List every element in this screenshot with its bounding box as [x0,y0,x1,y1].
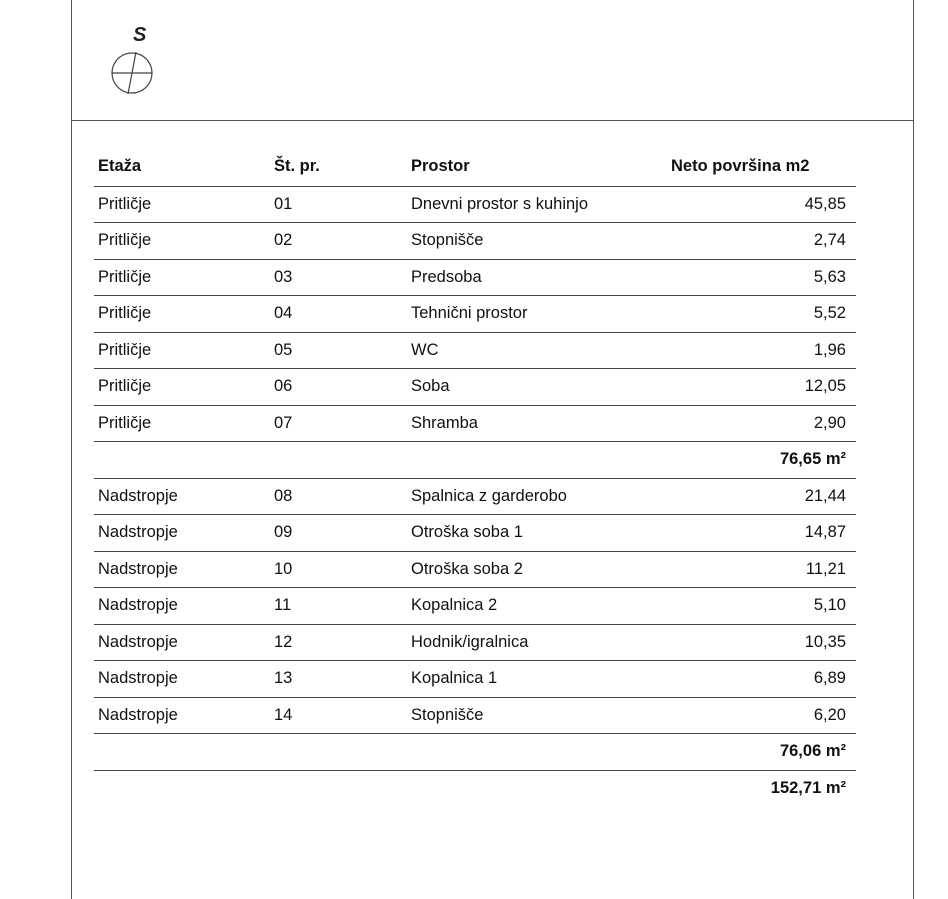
room-name-cell: Tehnični prostor [407,296,667,333]
room-name-cell: Otroška soba 1 [407,515,667,552]
table-header-row [94,148,856,186]
room-name-cell: Soba [407,369,667,406]
room-name-cell: Stopnišče [407,697,667,734]
area-cell: 5,10 [667,588,856,625]
area-cell: 14,87 [667,515,856,552]
room-number-cell: 07 [270,405,407,442]
empty-cell [270,442,407,479]
floor-cell: Nadstropje [94,661,270,698]
subtotal-value: 76,06 m² [667,734,856,771]
floor-cell: Pritličje [94,259,270,296]
floor-cell: Nadstropje [94,697,270,734]
room-area-table [94,148,856,807]
floor-cell: Nadstropje [94,551,270,588]
table-row [94,624,856,661]
room-name-cell: Dnevni prostor s kuhinjo [407,186,667,223]
table-row [94,405,856,442]
room-name-cell: Kopalnica 1 [407,661,667,698]
table-row [94,369,856,406]
area-cell: 6,89 [667,661,856,698]
floor-cell: Nadstropje [94,515,270,552]
area-cell: 45,85 [667,186,856,223]
room-number-cell: 09 [270,515,407,552]
table-row [94,661,856,698]
table-row [94,588,856,625]
room-number-cell: 05 [270,332,407,369]
header-room: Prostor [407,148,667,186]
room-number-cell: 06 [270,369,407,406]
room-number-cell: 01 [270,186,407,223]
table-row [94,223,856,260]
area-cell: 12,05 [667,369,856,406]
total-row [94,770,856,807]
room-name-cell: Kopalnica 2 [407,588,667,625]
subtotal-value: 76,65 m² [667,442,856,479]
floor-cell: Nadstropje [94,588,270,625]
header-divider [72,120,913,121]
empty-cell [270,734,407,771]
table-row [94,515,856,552]
area-cell: 5,52 [667,296,856,333]
floor-cell: Pritličje [94,332,270,369]
area-cell: 2,90 [667,405,856,442]
room-number-cell: 12 [270,624,407,661]
room-name-cell: WC [407,332,667,369]
table-row [94,186,856,223]
floor-cell: Pritličje [94,223,270,260]
room-number-cell: 04 [270,296,407,333]
table-row [94,478,856,515]
room-name-cell: Stopnišče [407,223,667,260]
room-name-cell: Spalnica z garderobo [407,478,667,515]
room-name-cell: Shramba [407,405,667,442]
subtotal-row [94,442,856,479]
area-cell: 1,96 [667,332,856,369]
header-room-number: Št. pr. [270,148,407,186]
room-number-cell: 10 [270,551,407,588]
floor-cell: Nadstropje [94,624,270,661]
table-row [94,551,856,588]
empty-cell [407,442,667,479]
table-row [94,697,856,734]
room-name-cell: Otroška soba 2 [407,551,667,588]
area-cell: 10,35 [667,624,856,661]
floor-cell: Pritličje [94,296,270,333]
area-cell: 11,21 [667,551,856,588]
north-arrow [108,24,164,104]
room-name-cell: Hodnik/igralnica [407,624,667,661]
room-number-cell: 14 [270,697,407,734]
subtotal-row [94,734,856,771]
room-number-cell: 03 [270,259,407,296]
room-number-cell: 13 [270,661,407,698]
area-cell: 6,20 [667,697,856,734]
empty-cell [407,770,667,807]
empty-cell [407,734,667,771]
room-number-cell: 08 [270,478,407,515]
header-floor: Etaža [94,148,270,186]
north-label: S [133,24,147,46]
empty-cell [94,734,270,771]
empty-cell [270,770,407,807]
room-name-cell: Predsoba [407,259,667,296]
floor-cell: Nadstropje [94,478,270,515]
table-row [94,259,856,296]
document-sheet [71,0,914,899]
floor-cell: Pritličje [94,186,270,223]
area-cell: 5,63 [667,259,856,296]
room-number-cell: 11 [270,588,407,625]
floor-cell: Pritličje [94,405,270,442]
floor-cell: Pritličje [94,369,270,406]
table-row [94,332,856,369]
total-value: 152,71 m² [770,779,846,797]
header-net-area: Neto površina m2 [667,148,856,186]
area-cell: 21,44 [667,478,856,515]
empty-cell [94,442,270,479]
table-row [94,296,856,333]
empty-cell [94,770,270,807]
compass-icon [110,50,158,98]
room-number-cell: 02 [270,223,407,260]
area-cell: 2,74 [667,223,856,260]
